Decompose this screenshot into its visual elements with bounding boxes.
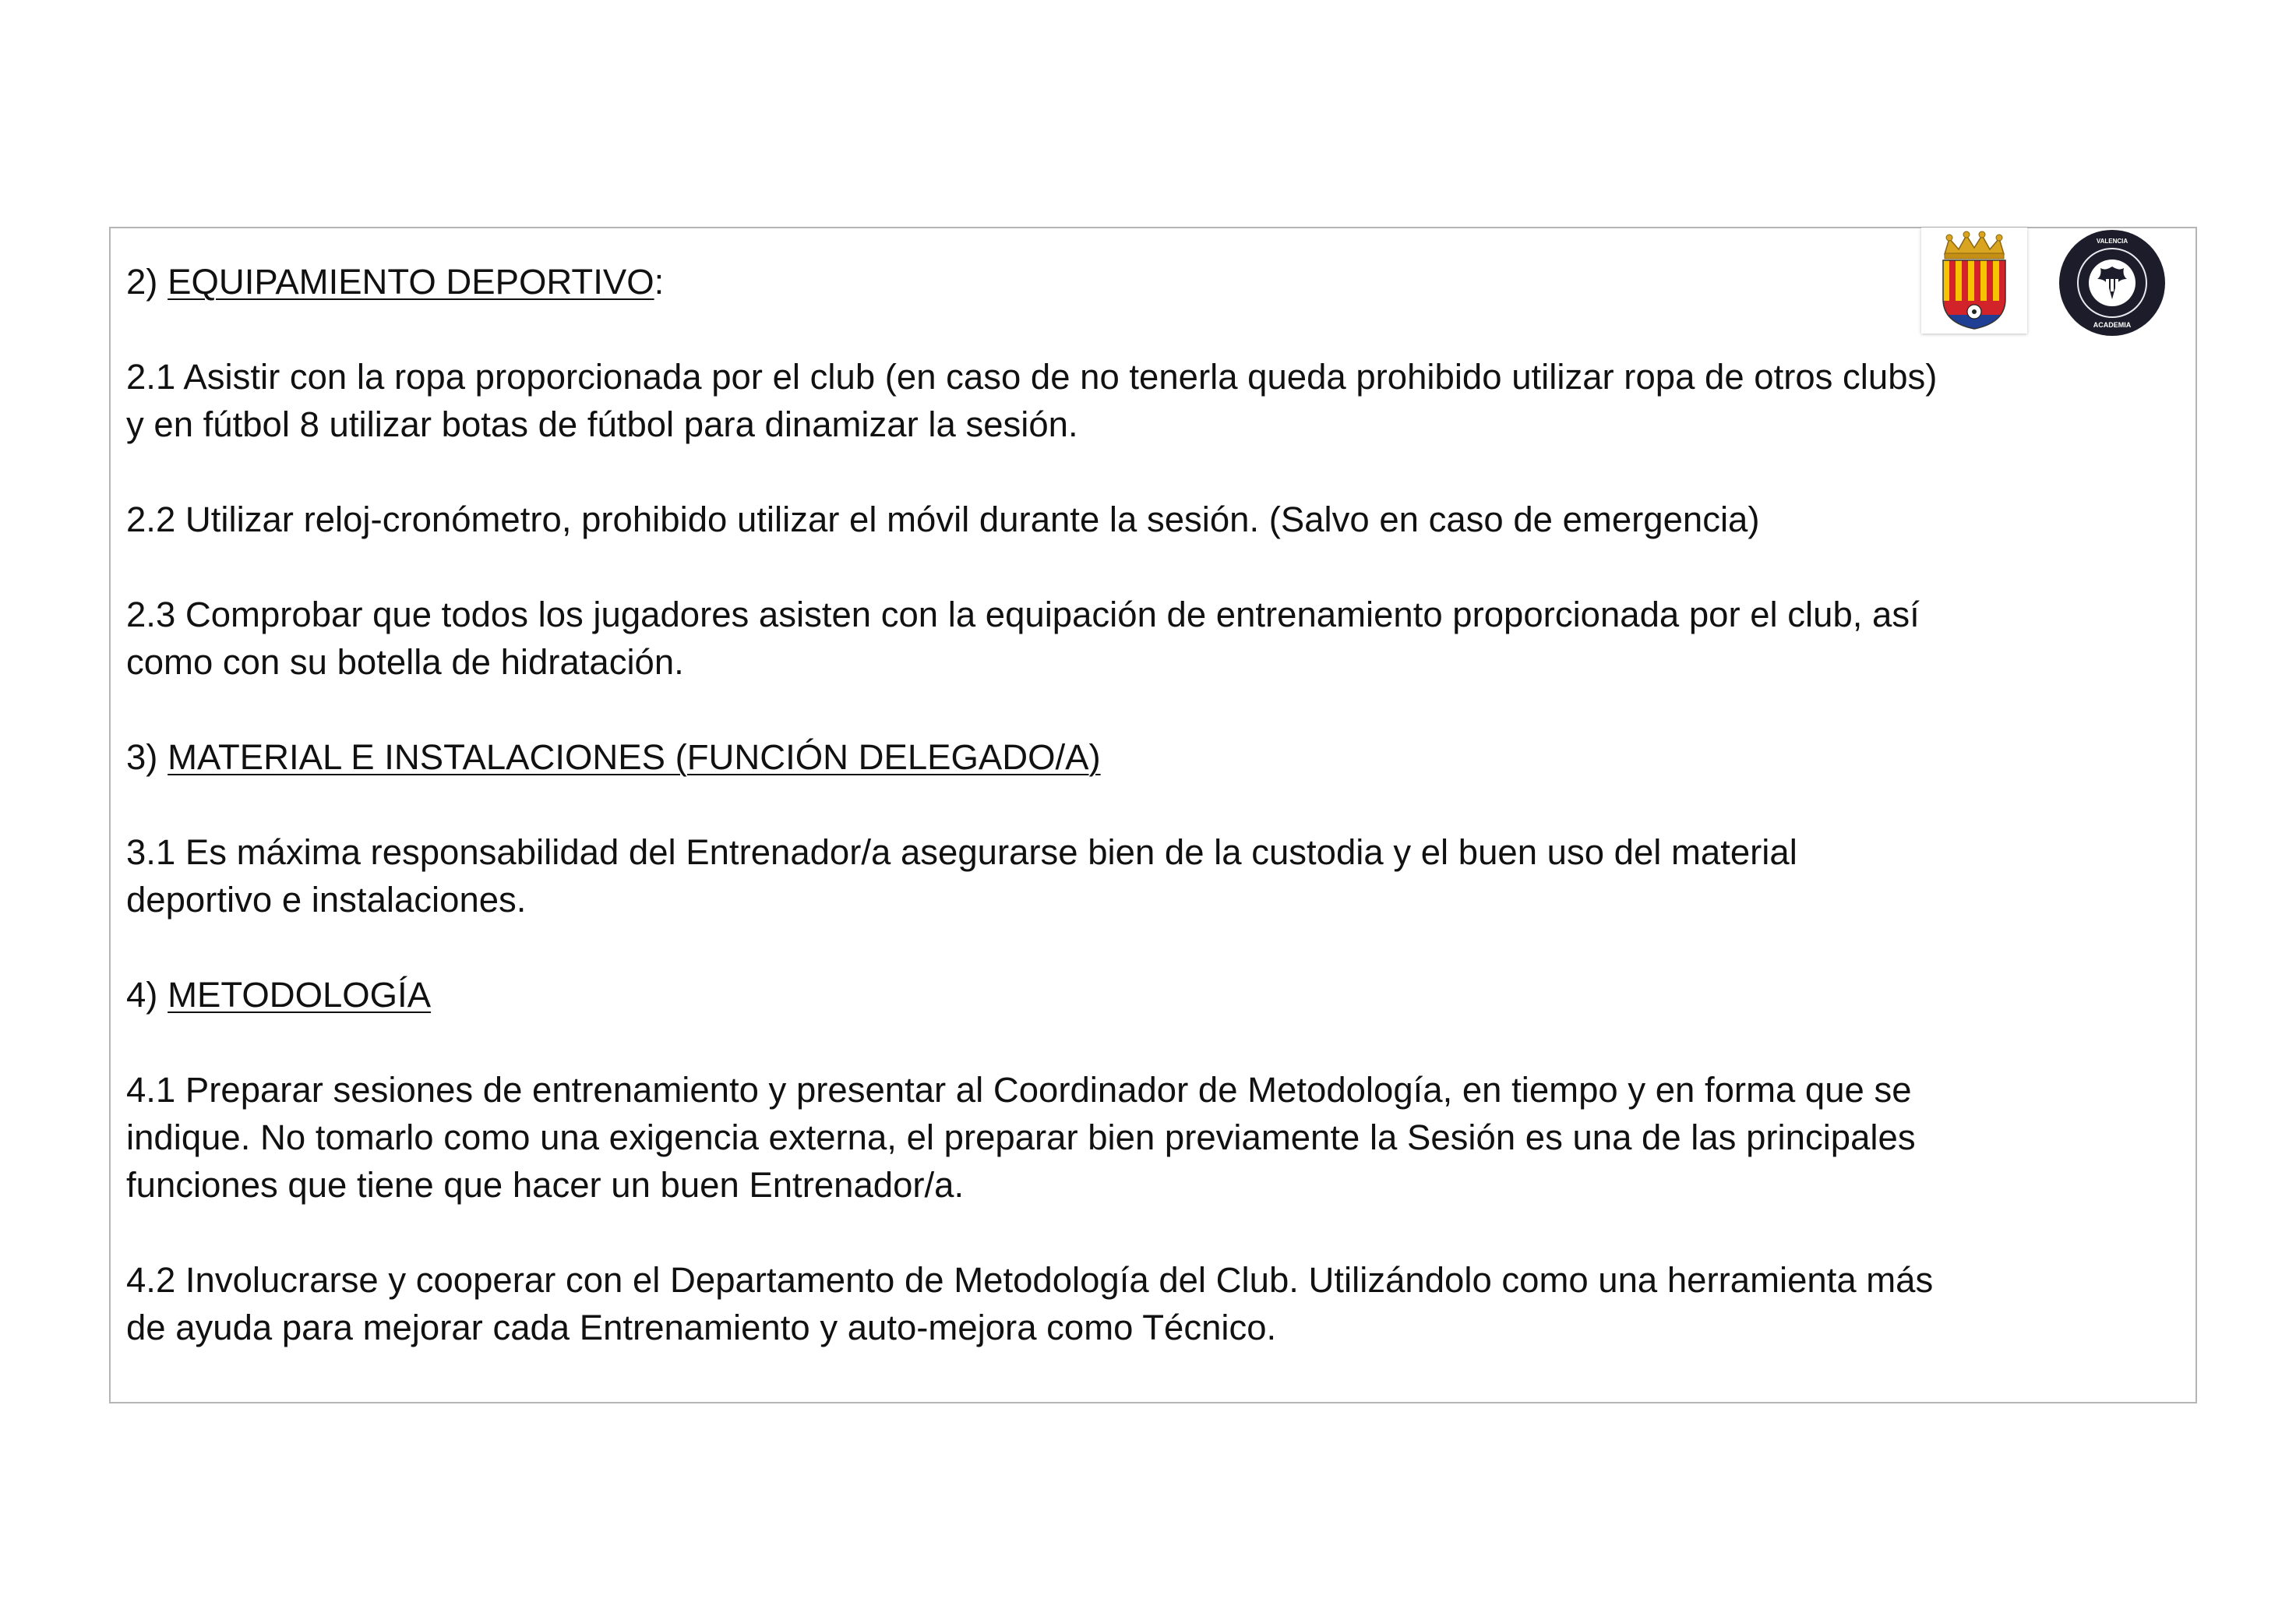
item-3-1-line-1: 3.1 Es máxima responsabilidad del Entrenador/a asegurarse bien de la custodia y el buen uso del material bbox=[126, 832, 1797, 872]
section-2-colon: : bbox=[654, 262, 665, 302]
section-3-number: 3) bbox=[126, 737, 168, 777]
club-crest-logo bbox=[1921, 228, 2027, 334]
item-4-1-line-2: indique. No tomarlo como una exigencia externa, el preparar bien previamente la Sesión es una de las principales bbox=[126, 1117, 1916, 1157]
item-4-1-line-3: funciones que tiene que hacer un buen Entrenador/a. bbox=[126, 1165, 965, 1205]
item-2-2-line-1: 2.2 Utilizar reloj-cronómetro, prohibido utilizar el móvil durante la sesión. (Salvo en caso de emergencia) bbox=[126, 500, 1760, 539]
section-3-title: MATERIAL E INSTALACIONES (FUNCIÓN DELEGADO/A) bbox=[168, 737, 1101, 777]
section-4-number: 4) bbox=[126, 975, 168, 1015]
item-4-2-line-2: de ayuda para mejorar cada Entrenamiento y auto-mejora como Técnico. bbox=[126, 1308, 1277, 1347]
document-frame bbox=[109, 227, 2197, 1403]
item-4-1-line-1: 4.1 Preparar sesiones de entrenamiento y presentar al Coordinador de Metodología, en tiempo y en forma que se bbox=[126, 1070, 1912, 1110]
academy-ring-bottom-text: ACADEMIA bbox=[2093, 321, 2132, 329]
section-4-heading bbox=[126, 971, 2167, 1019]
section-4-title: METODOLOGÍA bbox=[168, 975, 432, 1015]
item-3-1-line-2: deportivo e instalaciones. bbox=[126, 880, 527, 920]
academy-badge-logo bbox=[2057, 228, 2167, 338]
academy-ring-top-text: VALENCIA bbox=[2096, 238, 2128, 245]
item-2-3-line-2: como con su botella de hidratación. bbox=[126, 642, 684, 682]
item-2-1-line-1: 2.1 Asistir con la ropa proporcionada por el club (en caso de no tenerla queda prohibido utilizar ropa de otros clubs) bbox=[126, 357, 1938, 397]
shield-crown-icon bbox=[1921, 228, 2027, 334]
section-2-title: EQUIPAMIENTO DEPORTIVO bbox=[168, 262, 654, 302]
document-content bbox=[126, 258, 2167, 1351]
section-2-heading bbox=[126, 258, 2167, 305]
bat-crest-icon bbox=[2057, 228, 2167, 338]
section-3-heading bbox=[126, 733, 2167, 781]
item-4-2-line-1: 4.2 Involucrarse y cooperar con el Departamento de Metodología del Club. Utilizándolo como una herramienta más bbox=[126, 1260, 1934, 1300]
item-2-3-line-1: 2.3 Comprobar que todos los jugadores asisten con la equipación de entrenamiento proporcionada por el club, así bbox=[126, 595, 1920, 634]
section-2-number: 2) bbox=[126, 262, 168, 302]
item-2-1-line-2: y en fútbol 8 utilizar botas de fútbol para dinamizar la sesión. bbox=[126, 404, 1078, 444]
